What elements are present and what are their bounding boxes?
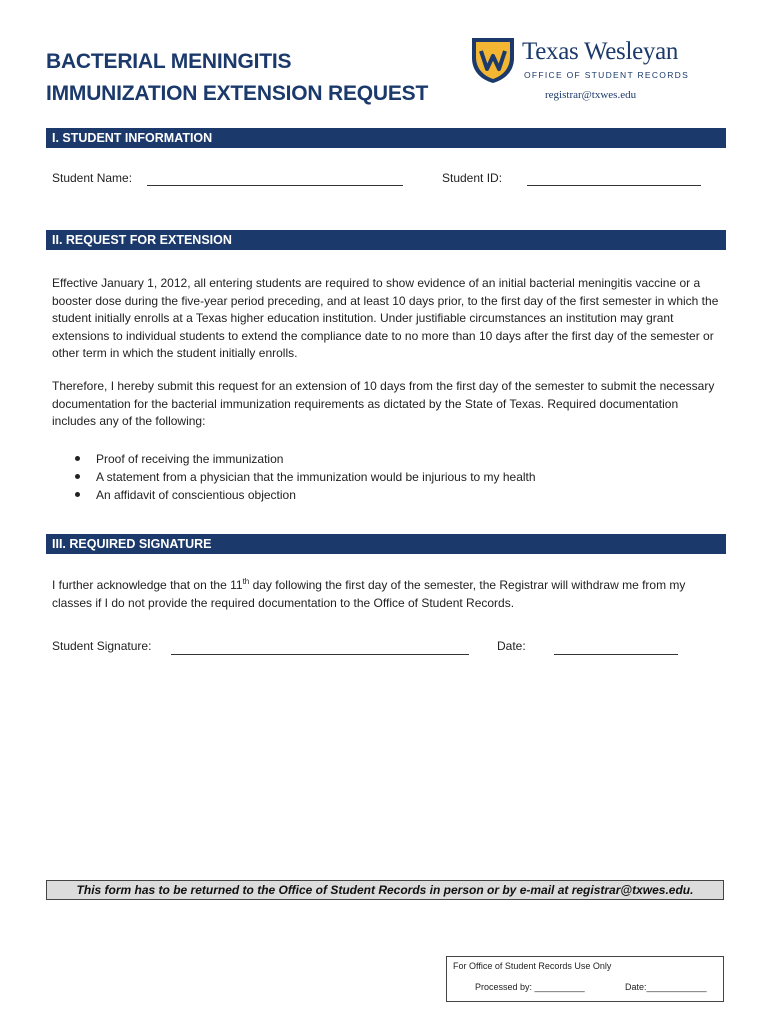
office-use-box [446, 956, 724, 1002]
ack-text-start: I further acknowledge that on the 11 [52, 578, 243, 592]
shield-icon [470, 36, 516, 84]
office-date-field: Date:____________ [625, 982, 707, 992]
student-id-label: Student ID: [442, 171, 503, 185]
required-documentation-list [72, 450, 536, 504]
texas-wesleyan-logo [470, 36, 690, 88]
form-title-line2: IMMUNIZATION EXTENSION REQUEST [46, 82, 429, 105]
list-item [72, 450, 536, 468]
date-label: Date: [497, 639, 526, 653]
student-signature-label: Student Signature: [52, 639, 152, 653]
date-field[interactable] [554, 654, 678, 655]
logo-subtitle: OFFICE OF STUDENT RECORDS [524, 70, 690, 80]
form-title-line1: BACTERIAL MENINGITIS [46, 50, 292, 73]
return-instructions-notice: This form has to be returned to the Office of Student Records in person or by e-mail at registrar@txwes.edu. [46, 880, 724, 900]
list-item-text: Proof of receiving the immunization [96, 452, 284, 466]
bullet-icon [75, 492, 80, 497]
ack-text-end: day following the first day of the semester, the Registrar will withdraw me from my classes if I do not provide the required documentation to the Office of Student Records. [52, 578, 686, 610]
bullet-icon [75, 456, 80, 461]
bullet-icon [75, 474, 80, 479]
office-use-title: For Office of Student Records Use Only [453, 961, 612, 971]
student-id-field[interactable] [527, 185, 701, 186]
header-email: registrar@txwes.edu [545, 89, 637, 101]
list-item [72, 468, 536, 486]
section-student-information: I. STUDENT INFORMATION [46, 128, 726, 148]
extension-policy-paragraph: Effective January 1, 2012, all entering students are required to show evidence of an initial bacterial meningitis vaccine or a booster dose during the five-year period preceding, and at least 10 days prior, to the first day of the first semester in which the student initially enrolls at a Texas higher education institution. Under justifiable circumstances an institution may grant extensions to individual students to extend the compliance date to no more than 10 days after the first day of the semester or other term in which the student initially enrolls. [52, 276, 719, 360]
student-signature-field[interactable] [171, 654, 469, 655]
acknowledgement-paragraph [52, 577, 724, 612]
list-item-text: An affidavit of conscientious objection [96, 488, 296, 502]
ack-superscript: th [242, 577, 250, 586]
student-name-field[interactable] [147, 185, 403, 186]
logo-name: Texas Wesleyan [522, 38, 679, 65]
student-name-label: Student Name: [52, 171, 133, 185]
section-request-for-extension: II. REQUEST FOR EXTENSION [46, 230, 726, 250]
list-item-text: A statement from a physician that the immunization would be injurious to my health [96, 470, 536, 484]
section-required-signature: III. REQUIRED SIGNATURE [46, 534, 726, 554]
list-item [72, 486, 536, 504]
extension-request-paragraph: Therefore, I hereby submit this request for an extension of 10 days from the first day of the semester to submit the necessary documentation for the bacterial immunization requirements as dictated by the State of Texas. Required documentation includes any of the following: [52, 379, 715, 428]
processed-by-field: Processed by: __________ [475, 982, 585, 992]
